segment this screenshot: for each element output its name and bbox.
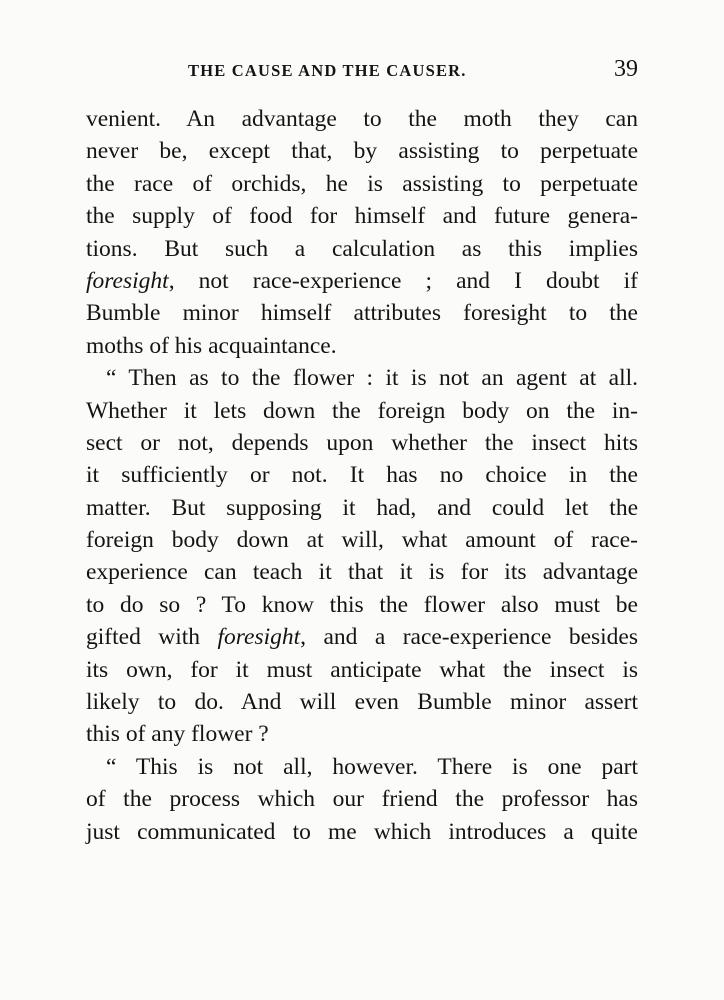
text-line: “ Then as to the flower : it is not an agent at all. [106, 365, 638, 392]
text-line: Bumble minor himself attributes foresight to the [86, 300, 638, 327]
text-line: foreign body down at will, what amount of race- [86, 527, 638, 554]
text-line: foresight, not race-experience ; and I doubt if [86, 267, 638, 294]
text-line: just communicated to me which introduces a quite [86, 818, 638, 845]
text-line: gifted with foresight, and a race-experience besides [86, 624, 639, 651]
italic-word: foresight [217, 624, 301, 651]
body-text [86, 103, 638, 848]
text-line: tions. But such a calculation as this implies [86, 235, 638, 262]
text-line: moths of his acquaintance. [86, 332, 337, 359]
text-line: the supply of food for himself and future genera- [86, 203, 638, 230]
page-header [86, 56, 638, 86]
text-line: this of any flower ? [86, 721, 269, 748]
text-line: “ This is not all, however. There is one part [106, 753, 638, 780]
text-line: the race of orchids, he is assisting to perpetuate [86, 170, 638, 197]
text-line: it sufficiently or not. It has no choice in the [86, 462, 638, 489]
text-line: venient. An advantage to the moth they can [86, 106, 638, 132]
text-line: likely to do. And will even Bumble minor assert [86, 689, 638, 716]
italic-word: foresight [86, 267, 169, 294]
page-number: 39 [614, 56, 638, 82]
text-line: sect or not, depends upon whether the insect hits [86, 429, 638, 456]
text-line: experience can teach it that it is for its advantage [86, 559, 638, 586]
text-line: of the process which our friend the professor has [86, 786, 638, 813]
text-line: never be, except that, by assisting to perpetuate [86, 138, 638, 165]
text-line: Whether it lets down the foreign body on the in- [86, 397, 638, 424]
text-line: matter. But supposing it had, and could let the [86, 494, 638, 521]
text-line: to do so ? To know this the flower also must be [86, 591, 638, 618]
text-line: its own, for it must anticipate what the insect is [86, 656, 638, 683]
running-head: THE CAUSE AND THE CAUSER. [188, 61, 467, 80]
